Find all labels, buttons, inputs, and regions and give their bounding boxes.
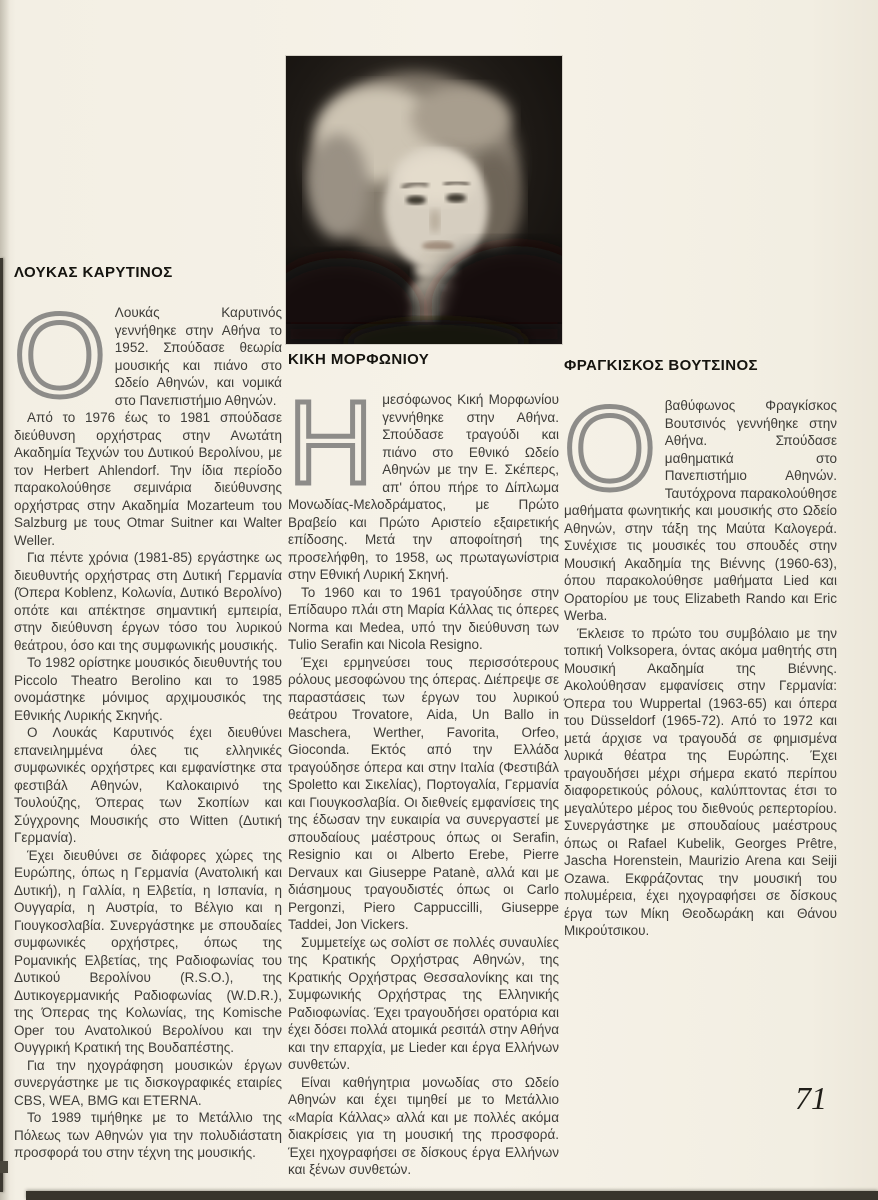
bio-paragraph: Για την ηχογράφηση μουσικών έργων συνεργάστηκε με τις δισκογραφικές εταιρίες CBS, WEA, BMG και ETERNA. — [14, 1057, 282, 1108]
bio-paragraph — [288, 377, 559, 584]
page-left-edge — [0, 258, 3, 1192]
bio-paragraph: Το 1989 τιμήθηκε με το Μετάλλιο της Πόλεως των Αθηνών για την πολυδιάστατη προσφορά του στην τέχνη της μουσικής. — [14, 1110, 282, 1160]
bio-paragraph: Το 1960 και το 1961 τραγούδησε στην Επίδαυρο πλάι στη Μαρία Κάλλας τις όπερες Norma και Medea, υπό την διεύθυνση των Tulio Serafin και Nicola Resigno. — [288, 584, 559, 652]
bio-column-voutsinos — [564, 357, 837, 940]
bio-text: Λουκάς Καρυτινός γεννήθηκε στην Αθήνα το 1952. Σπούδασε θεωρία μουσικής και πιάνο στο Ωδείο Αθηνών, και νομικά στο Πανεπιστήμιο Αθηνών. — [114, 305, 282, 408]
bio-heading-voutsinos: ΦΡΑΓΚΙΣΚΟΣ ΒΟΥΤΣΙΝΟΣ — [564, 357, 758, 374]
drop-cap-letter: Ο — [14, 290, 106, 422]
bio-paragraph: Από το 1976 έως το 1981 σπούδασε διεύθυνση ορχήστρας στην Ανωτάτη Ακαδημία Τεχνών του Δυτικού Βερολίνου, με τον Herbert Ahlendorf. Την ίδια περίοδο παρακολούθησε σεμινάρια διεύθυνσης ορχήστρας στην Ακαδημία Mozarteum του Salzburg με τους Otmar Suitner και Walter Weller. — [14, 410, 282, 548]
bio-heading-karytinos: ΛΟΥΚΑΣ ΚΑΡΥΤΙΝΟΣ — [14, 264, 173, 281]
bio-paragraph: Έκλεισε το πρώτο του συμβόλαιο με την τοπική Volksopera, όντας ακόμα μαθητής στη Μουσική Ακαδημία της Βιέννης. Ακολούθησαν εμφανίσεις στην Γερμανία: Όπερα του Wuppertal (1963-65) και όπερα του Düsseldorf (1965-72). Από το 1972 και μετά άρχισε να τραγουδά σε φημισμένα λυρικά θέατρα της Ευρώπης. Έχει τραγουδήσει μέχρι σήμερα εκατό περίπου διαφορετικούς ρόλους, καλύπτοντας έτσι το μεγαλύτερο μέρος του διεθνούς ρεπερτορίου. Συνεργάστηκε με σπουδαίους μαέστρους όπως οι Rafael Kubelik, Georges Prêtre, Jascha Horenstein, Maurizio Arena και Seiji Ozawa. Εκφράζοντας την μουσική του πολυμέρεια, έχει ηχογραφήσει σε δίσκους έργα των Μίκη Θεοδωράκη και Θάνου Μικρούτσικου. — [564, 625, 837, 938]
bio-paragraph — [564, 383, 837, 625]
bio-text: βαθύφωνος Φραγκίσκος Βουτσινός γεννήθηκε στην Αθήνα. Σπούδασε μαθηματικά στο Πανεπιστήμιο Αθηνών. Ταυτόχρονα παρακολούθησε μαθήματα φωνητικής και μουσικής στο Ωδείο Αθηνών, στην τάξη της Μαύτα Καλογερά. Συνέχισε τις μουσικές του σπουδές στην Μουσική Ακαδημία της Βιέννης (1960-63), όπου παρακολούθησε μαθήματα Lied και Ορατορίου με τους Elizabeth Rando και Eric Werba. — [564, 398, 837, 623]
bio-paragraph: Ο Λουκάς Καρυτινός έχει διευθύνει επανειλημμένα όλες τις ελληνικές συμφωνικές ορχήστρες και εμφανίστηκε στα φεστιβάλ Αθηνών, Καλοκαιρινό της Τουλούζης, Όπερας των Σκοπίων και Σύγχρονης Μουσικής στο Witten (Δυτική Γερμανία). — [14, 725, 282, 845]
page-edge-mark — [0, 1161, 8, 1173]
bio-text: μεσόφωνος Κική Μορφωνίου γεννήθηκε στην Αθήνα. Σπούδασε τραγούδι και πιάνο στο Εθνικό Ωδείο Αθηνών με την Ε. Σκέπερς, απ' όπου πήρε το Δίπλωμα Μονωδίας-Μελοδράματος, με Πρώτο Βραβείο και Πρώτο Αριστείο εξαιρετικής επίδοσης. Μετά την αποφοίτησή της προσελήφθη, το 1958, ως πρωταγωνίστρια στην Εθνική Λυρική Σκηνή. — [288, 392, 559, 582]
bio-paragraph: Το 1982 ορίστηκε μουσικός διευθυντής του Piccolo Theatro Berolino και το 1985 ονομάστηκε μόνιμος αρχιμουσικός της Εθνικής Λυρικής Σκηνής. — [14, 655, 282, 723]
bio-paragraph: Έχει ερμηνεύσει τους περισσότερους ρόλους μεσοφώνου της όπερας. Διέπρεψε σε παραστάσεις των έργων του λυρικού θεάτρου Trovatore, Aida, Un Ballo in Maschera, Werther, Favorita, Orfeo, Gioconda. Εκτός από την Ελλάδα τραγούδησε όπερα και στην Ιταλία (Φεστιβάλ Spoletto και Σικελίας), Πορτογαλία, Γερμανία και Γιουγκοσλαβία. Οι διεθνείς εμφανίσεις της της έδωσαν την ευκαιρία να συνεργαστεί με σπουδαίους μαέστρους όπως οι Serafin, Resignio και οι Alberto Erebe, Pierre Dervaux και Giuseppe Patanè, αλλά και με διάσημους τραγουδιστές όπως οι Carlo Pergonzi, Piero Cappuccilli, Giuseppe Taddei, Jon Vickers. — [288, 654, 559, 932]
portrait-photo — [286, 56, 562, 344]
page-number: 71 — [795, 1080, 827, 1116]
bio-column-karytinos — [14, 264, 282, 1162]
bio-paragraph: Έχει διευθύνει σε διάφορες χώρες της Ευρώπης, όπως η Γερμανία (Ανατολική και Δυτική), η Γαλλία, η Ελβετία, η Ισπανία, η Ουγγαρία, η Αυστρία, το Βέλγιο και η Γιουγκοσλαβία. Συνεργάστηκε με σπουδαίες συμφωνικές ορχήστρες, όπως της Ρομανικής Ελβετίας, της Ραδιοφωνίας του Δυτικού Βερολίνου (R.S.O.), της Δυτικογερμανικής Ραδιοφωνίας (W.D.R.), της Όπερας της Κολωνίας, της Komische Oper του Ανατολικού Βερολίνου και την Ουγγρική Κρατική της Βουδαπέστης. — [14, 847, 282, 1055]
bio-column-morfoniou — [288, 351, 559, 1179]
bio-heading-morfoniou: ΚΙΚΗ ΜΟΡΦΩΝΙΟΥ — [288, 351, 430, 368]
bio-paragraph: Συμμετείχε ως σολίστ σε πολλές συναυλίες της Κρατικής Ορχήστρας Αθηνών, της Κρατικής Ορχήστρας Θεσσαλονίκης και της Συμφωνικής Ορχήστρας της Ελληνικής Ραδιοφωνίας. Έχει τραγουδήσει ορατόρια και έχει δόσει πολλά ατομικά ρεσιτάλ στην Αθήνα και την επαρχία, με Lieder και έργα Ελλήνων συνθετών. — [288, 934, 559, 1072]
page-bottom-edge — [26, 1191, 878, 1200]
drop-cap-letter: Ο — [564, 383, 656, 515]
bio-paragraph: Είναι καθήγητρια μονωδίας στο Ωδείο Αθηνών και έχει τιμηθεί με το Μετάλλιο «Μαρία Κάλλας» αλλά και με πολλές ακόμα διακρίσεις για τη μουσική της προσφορά. Έχει ηχογραφήσει σε δίσκους έργα Ελλήνων και ξένων συνθετών. — [288, 1074, 559, 1177]
bio-paragraph — [14, 290, 282, 422]
bio-paragraph: Για πέντε χρόνια (1981-85) εργάστηκε ως διευθυντής ορχήστρας στη Δυτική Γερμανία (Όπερα Koblenz, Κολωνία, Δυτικό Βερολίνο) οπότε και απέκτησε σημαντική εμπειρία, στην διεύθυνση έργων τόσο του λυρικού θεάτρου, όσο και της συμφωνικής μουσικής. — [14, 550, 282, 653]
drop-cap-letter: Η — [288, 377, 374, 509]
